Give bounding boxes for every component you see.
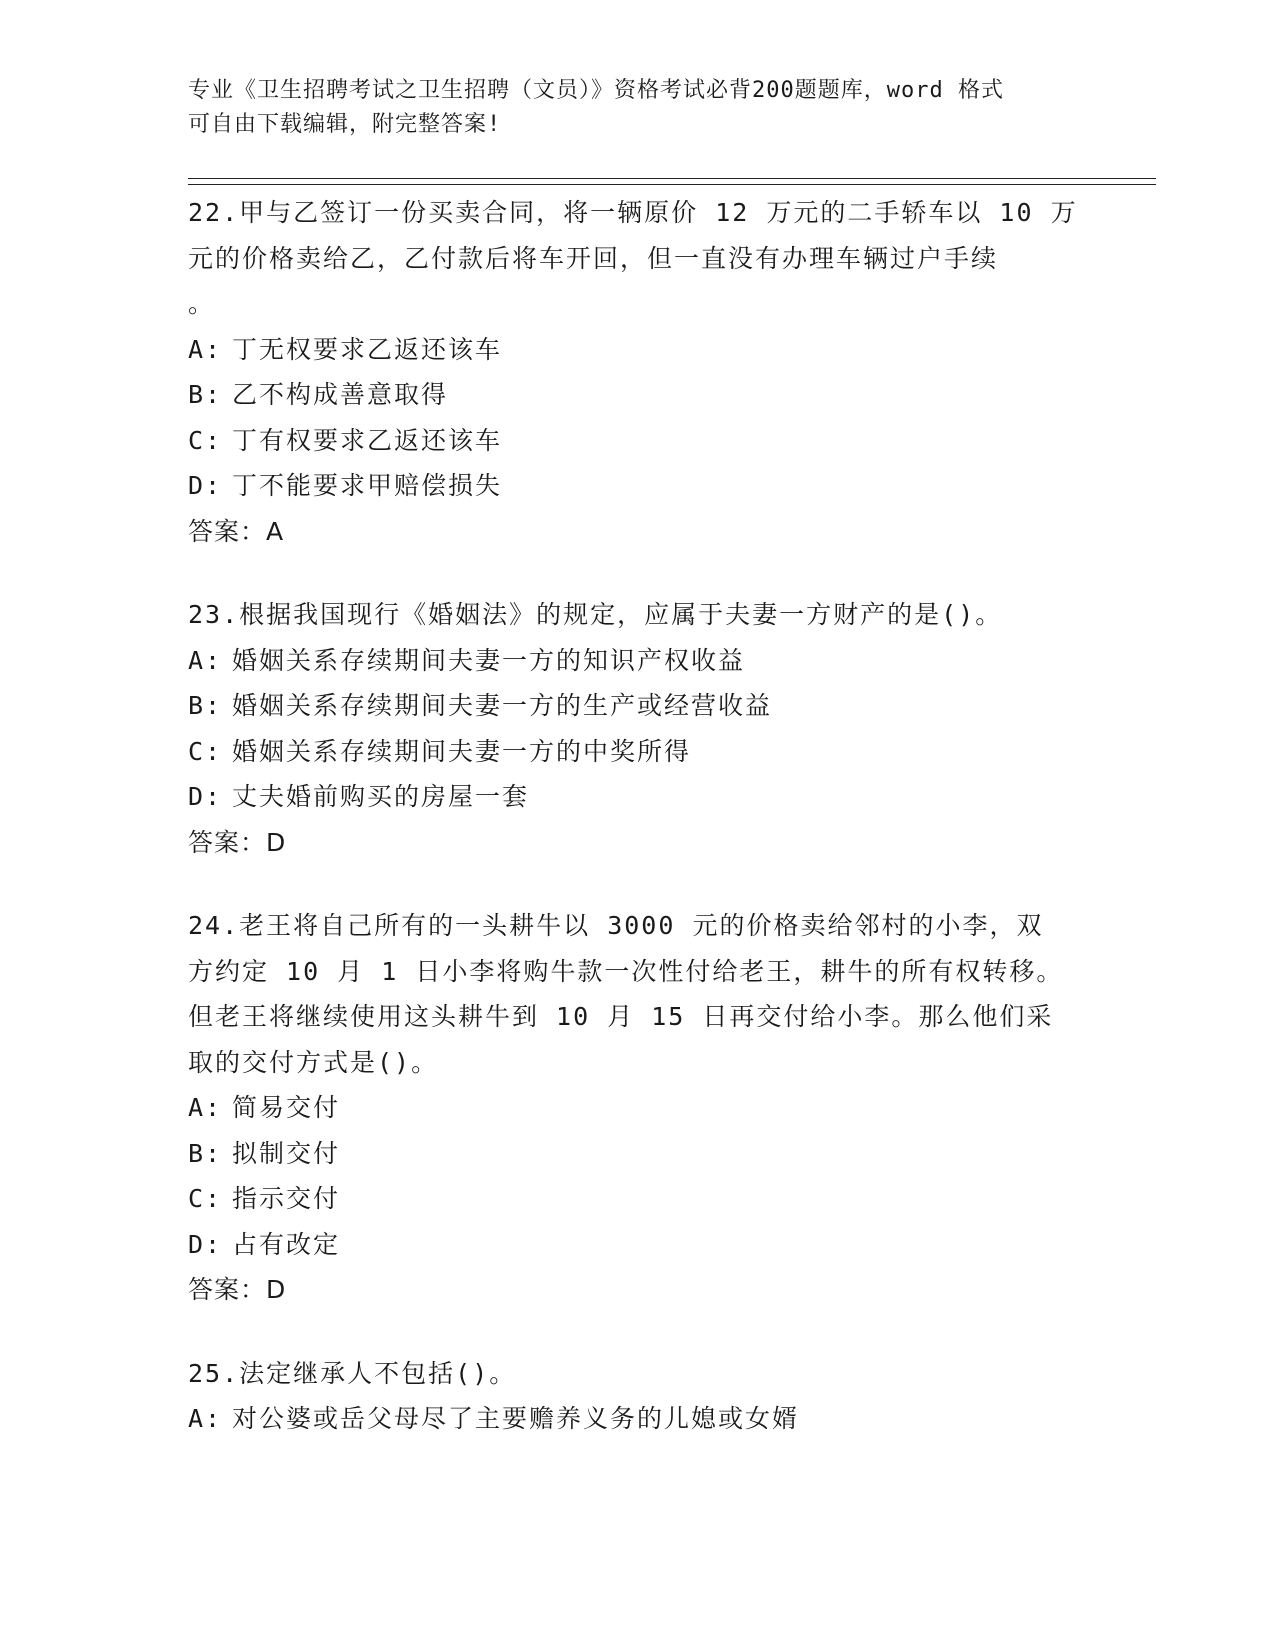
option-text: 婚姻关系存续期间夫妻一方的知识产权收益 [232, 645, 746, 675]
question-stem-line: 22.甲与乙签订一份买卖合同，将一辆原价 12 万元的二手轿车以 10 万 [188, 198, 1078, 227]
option-letter: B: [188, 380, 223, 409]
option-d [188, 774, 1088, 820]
option-c [188, 418, 1088, 464]
option-text: 丈夫婚前购买的房屋一套 [232, 782, 530, 811]
option-text: 乙不构成善意取得 [232, 380, 449, 409]
option-letter: D: [188, 782, 223, 811]
answer-label: 答案：D [188, 827, 287, 857]
option-text: 丁不能要求甲赔偿损失 [232, 471, 503, 500]
question-stem-line: 元的价格卖给乙，乙付款后将车开回，但一直没有办理车辆过户手续 [188, 243, 999, 273]
option-letter: B: [188, 1138, 223, 1168]
option-letter: C: [188, 1184, 223, 1213]
header-rule-top [188, 178, 1156, 179]
option-text: 婚姻关系存续期间夫妻一方的生产或经营收益 [232, 691, 773, 720]
question-stem-line: 但老王将继续使用这头耕牛到 10 月 15 日再交付给小李。那么他们采 [188, 1002, 1054, 1031]
option-letter: B: [188, 691, 223, 720]
option-b [188, 372, 1088, 418]
question-23 [188, 592, 1088, 865]
option-b [188, 683, 1088, 729]
option-letter: C: [188, 736, 223, 766]
question-stem-line: 25.法定继承人不包括()。 [188, 1358, 517, 1388]
option-d [188, 463, 1088, 509]
option-text: 丁有权要求乙返还该车 [232, 425, 503, 455]
option-c [188, 729, 1088, 775]
option-d [188, 1222, 1088, 1268]
option-text: 拟制交付 [232, 1138, 341, 1168]
answer-label: 答案：A [188, 516, 285, 546]
question-stem-line: 24.老王将自己所有的一头耕牛以 3000 元的价格卖给邻村的小李，双 [188, 911, 1044, 940]
option-text: 指示交付 [232, 1184, 341, 1213]
option-letter: D: [188, 471, 223, 500]
header-line-2: 可自由下载编辑，附完整答案! [188, 112, 502, 137]
question-list [188, 190, 1088, 1480]
header-line-1: 专业《卫生招聘考试之卫生招聘（文员）》资格考试必背200题题库，word 格式 [188, 78, 1004, 103]
question-stem-line: 。 [188, 289, 216, 318]
document-header [188, 74, 1068, 142]
option-a [188, 638, 1088, 684]
option-a [188, 327, 1088, 373]
question-stem-line: 方约定 10 月 1 日小李将购牛款一次性付给老王，耕牛的所有权转移。 [188, 956, 1064, 986]
option-b [188, 1131, 1088, 1177]
option-letter: A: [188, 1093, 223, 1122]
question-22 [188, 190, 1088, 554]
option-a [188, 1396, 1088, 1442]
question-24 [188, 903, 1088, 1313]
answer-label: 答案：D [188, 1275, 287, 1304]
option-a [188, 1085, 1088, 1131]
option-c [188, 1176, 1088, 1222]
option-text: 婚姻关系存续期间夫妻一方的中奖所得 [232, 736, 692, 766]
option-text: 丁无权要求乙返还该车 [232, 334, 503, 364]
question-stem-line: 23.根据我国现行《婚姻法》的规定，应属于夫妻一方财产的是()。 [188, 600, 1003, 629]
option-letter: A: [188, 1404, 223, 1433]
header-rule-bottom [188, 184, 1156, 185]
option-text: 简易交付 [232, 1093, 341, 1122]
option-text: 占有改定 [232, 1229, 341, 1259]
option-letter: D: [188, 1229, 223, 1259]
option-letter: A: [188, 334, 223, 364]
option-letter: C: [188, 425, 223, 455]
question-stem-line: 取的交付方式是()。 [188, 1047, 439, 1077]
question-25 [188, 1351, 1088, 1442]
option-letter: A: [188, 645, 223, 675]
option-text: 对公婆或岳父母尽了主要赡养义务的儿媳或女婿 [232, 1404, 800, 1433]
